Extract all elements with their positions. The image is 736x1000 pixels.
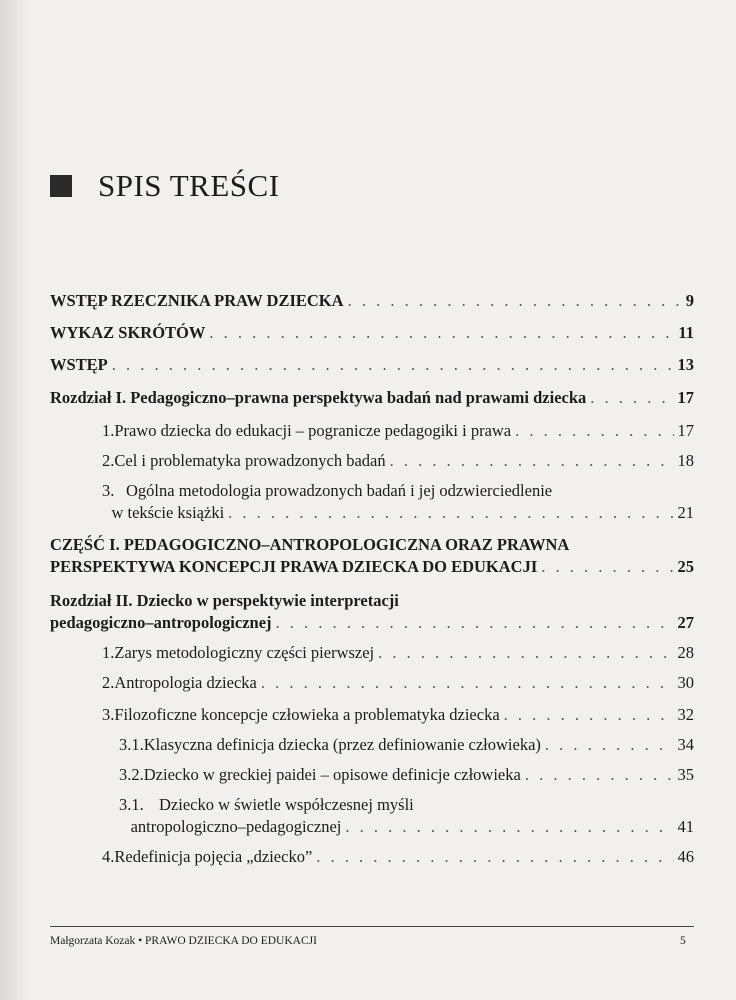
dot-leader [228, 502, 673, 524]
toc-entry-chapter-1[interactable] [50, 387, 694, 409]
dot-leader [345, 816, 673, 838]
toc-section-number: 3.2. [119, 765, 144, 784]
toc-section-number: 1. [102, 643, 115, 662]
toc-section-number: 3. [102, 705, 115, 724]
dot-leader [545, 734, 674, 756]
toc-section-number: 1. [102, 421, 115, 440]
toc-entry-label: Redefinicja pojęcia „dziecko” [114, 847, 313, 866]
dot-leader [541, 556, 673, 578]
dot-leader [590, 387, 673, 409]
toc-entry-label: Dziecko w greckiej paidei – opisowe definicje człowieka [143, 765, 521, 784]
toc-heading [50, 168, 280, 204]
toc-entry-section[interactable] [102, 642, 694, 664]
toc-section-number: 2. [102, 451, 115, 470]
toc-entry-section[interactable] [102, 420, 694, 442]
dot-leader [316, 846, 673, 868]
toc-page-number: 17 [677, 421, 694, 440]
toc-entry-label: Cel i problematyka prowadzonych badań [114, 451, 386, 470]
toc-page-number: 30 [677, 673, 694, 692]
toc-entry-label: Rozdział I. Pedagogiczno–prawna perspektywa badań nad prawami dziecka [50, 388, 587, 407]
toc-entry-subsection[interactable] [119, 794, 694, 838]
toc-entry-label: pedagogiczno–antropologicznej [50, 613, 272, 632]
toc-page-number: 46 [677, 847, 694, 866]
toc-page-number: 17 [677, 388, 694, 407]
dot-leader [504, 704, 674, 726]
toc-entry-label-line1: Rozdział II. Dziecko w perspektywie interpretacji [50, 591, 399, 610]
toc-entry-label: Klasyczna definicja dziecka (przez definiowanie człowieka) [143, 735, 541, 754]
toc-entry-label: Prawo dziecka do edukacji – pogranicze pedagogiki i prawa [114, 421, 512, 440]
toc-entry-label: Filozoficzne koncepcje człowieka a problematyka dziecka [114, 705, 500, 724]
toc-entry-label: PERSPEKTYWA KONCEPCJI PRAWA DZIECKA DO EDUKACJI [50, 557, 538, 576]
toc-section-number: 3.1. [119, 795, 144, 814]
toc-entry-label: WYKAZ SKRÓTÓW [50, 323, 206, 342]
toc-entry-subsection[interactable] [119, 764, 694, 786]
toc-entry-label: w tekście książki [111, 503, 225, 522]
toc-page-number: 41 [677, 817, 694, 836]
toc-section-number: 3. [102, 481, 115, 500]
toc-section-number: 3.1. [119, 735, 144, 754]
dot-leader [261, 672, 674, 694]
toc-page-number: 34 [677, 735, 694, 754]
dot-leader [515, 420, 673, 442]
dot-leader [209, 322, 674, 344]
toc-page-number: 18 [677, 451, 694, 470]
dot-leader [348, 290, 682, 312]
toc-entry-subsection[interactable] [119, 734, 694, 756]
page-gutter-shadow [0, 0, 30, 1000]
toc-entry-chapter-2[interactable] [50, 590, 694, 634]
toc-page-number: 25 [677, 557, 694, 576]
toc-entry-label: Zarys metodologiczny części pierwszej [114, 643, 375, 662]
dot-leader [276, 612, 674, 634]
toc-page-number: 21 [677, 503, 694, 522]
dot-leader [390, 450, 674, 472]
toc-entry-section[interactable] [102, 480, 694, 524]
footer-rule [50, 926, 694, 927]
toc-page-number: 27 [677, 613, 694, 632]
toc-entry-part-1[interactable] [50, 534, 694, 578]
toc-page-number: 32 [677, 705, 694, 724]
toc-page-number: 13 [677, 355, 694, 374]
toc-entry-label-line1: Ogólna metodologia prowadzonych badań i jej odzwierciedlenie [126, 481, 553, 500]
dot-leader [525, 764, 674, 786]
toc-page-number: 35 [677, 765, 694, 784]
square-bullet-icon [50, 175, 72, 197]
toc-entry-label: WSTĘP RZECZNIKA PRAW DZIECKA [50, 291, 344, 310]
toc-entry-section[interactable] [102, 846, 694, 868]
toc-entry-label: antropologiczno–pedagogicznej [130, 817, 342, 836]
footer-page-number: 5 [680, 935, 686, 947]
footer-book-title: Małgorzata Kozak • PRAWO DZIECKA DO EDUKACJI [50, 935, 317, 947]
toc-page-number: 9 [685, 291, 694, 310]
toc-entry-section[interactable] [102, 450, 694, 472]
toc-entry-foreword[interactable] [50, 290, 694, 312]
toc-entry-label-line1: Dziecko w świetle współczesnej myśli [159, 795, 414, 814]
toc-page-number: 11 [678, 323, 694, 342]
toc-page-number: 28 [677, 643, 694, 662]
dot-leader [378, 642, 673, 664]
toc-entry-abbreviations[interactable] [50, 322, 694, 344]
page-title: SPIS TREŚCI [98, 168, 280, 203]
toc-section-number: 4. [102, 847, 115, 866]
dot-leader [112, 354, 674, 376]
toc-entry-label: WSTĘP [50, 355, 108, 374]
toc-entry-introduction[interactable] [50, 354, 694, 376]
toc-entry-label: Antropologia dziecka [114, 673, 257, 692]
toc-section-number: 2. [102, 673, 115, 692]
toc-entry-section[interactable] [102, 672, 694, 694]
toc-entry-label-line1: CZĘŚĆ I. PEDAGOGICZNO–ANTROPOLOGICZNA ORAZ PRAWNA [50, 535, 570, 554]
toc-entry-section[interactable] [102, 704, 694, 726]
